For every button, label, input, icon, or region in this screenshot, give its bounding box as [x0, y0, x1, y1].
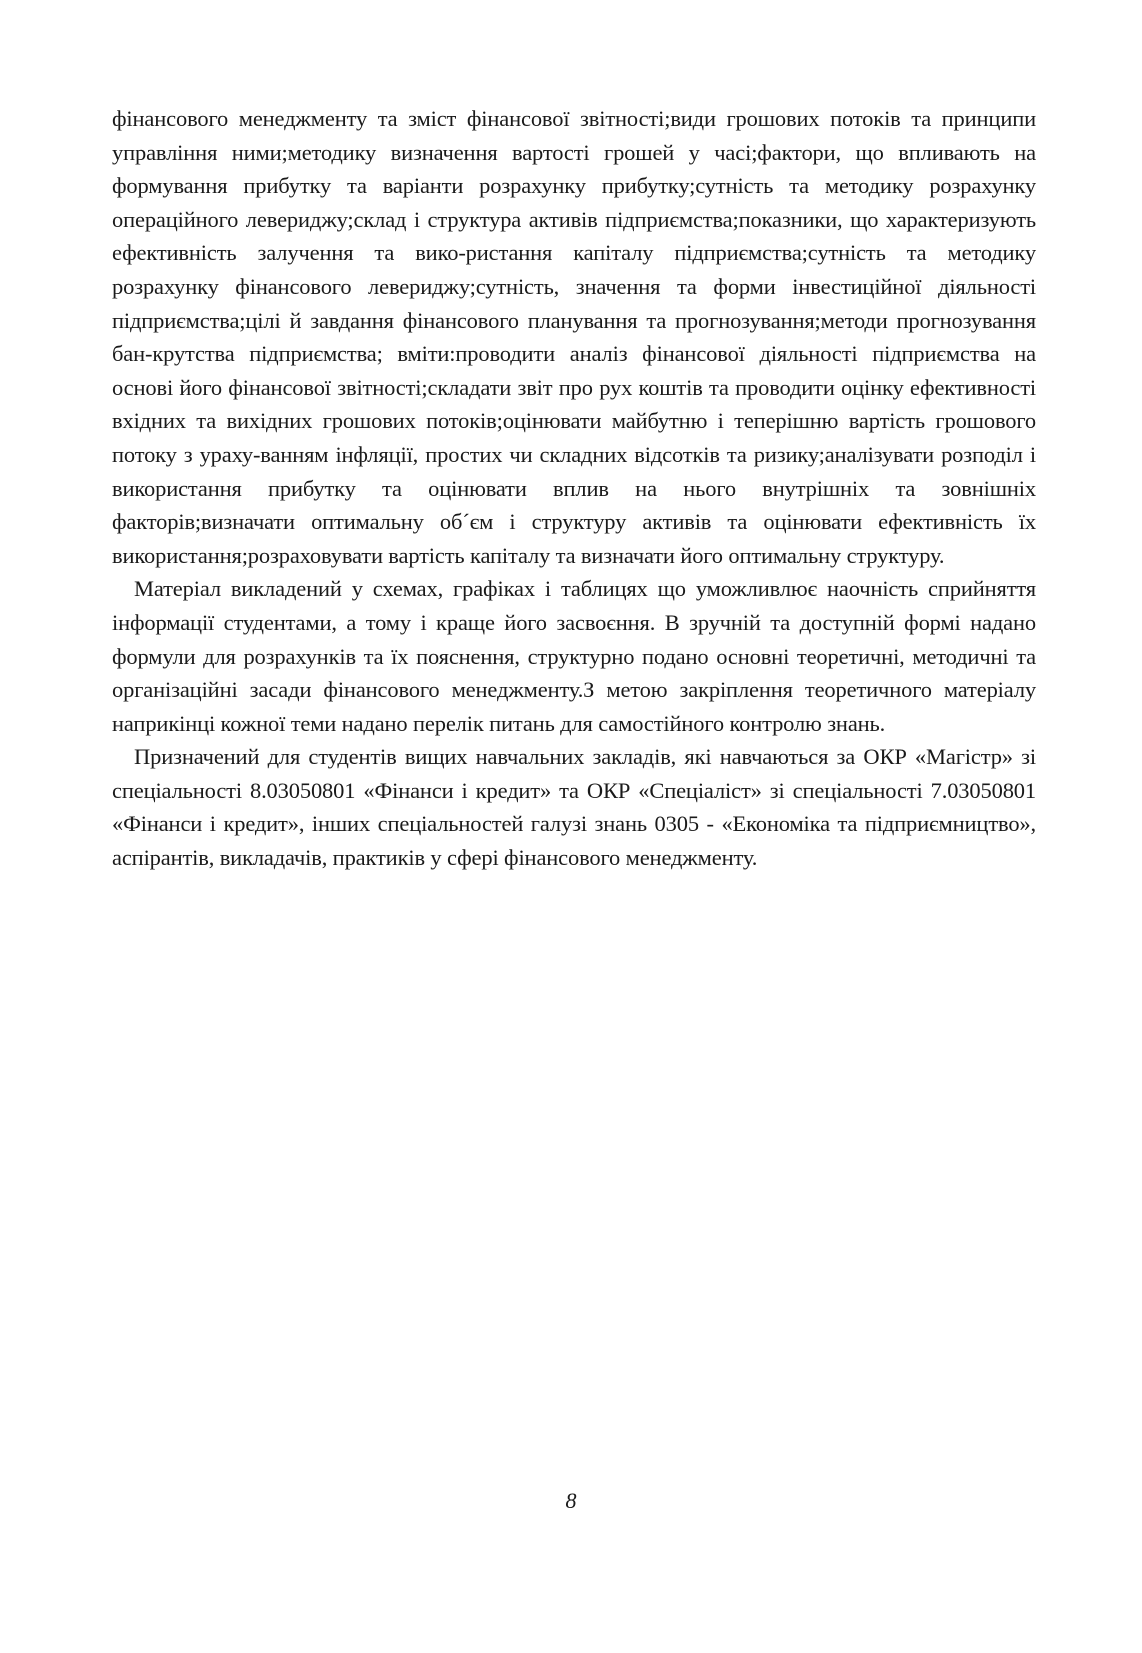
body-text [112, 102, 1036, 875]
paragraph-material-description: Матеріал викладений у схемах, графіках і таблицях що уможливлює наочність сприйняття інформації студентами, а тому і краще його засвоєння. В зручній та доступній формі надано формули для розрахунків та їх пояснення, структурно подано основні теоретичні, методичні та організаційні засади фінансового менеджменту.З метою закріплення теоретичного матеріалу наприкінці кожної теми надано перелік питань для самостійного контролю знань. [112, 576, 1036, 736]
paragraph-target-audience: Призначений для студентів вищих навчальних закладів, які навчаються за ОКР «Магістр» зі спеціальності 8.03050801 «Фінанси і кредит» та ОКР «Спеціаліст» зі спеціальності 7.03050801 «Фінанси і кредит», інших спеціальностей галузі знань 0305 - «Економіка та підприємництво», аспірантів, викладачів, практиків у сфері фінансового менеджменту. [112, 744, 1036, 871]
paragraph-course-outcomes: фінансового менеджменту та зміст фінансової звітності;види грошових потоків та принципи управління ними;методику визначення вартості грошей у часі;фактори, що впливають на формування прибутку та варіанти розрахунку прибутку;сутність та методику розрахунку операційного левериджу;склад і структура активів підприємства;показники, що характеризують ефективність залучення та вико-ристання капіталу підприємства;сутність та методику розрахунку фінансового левериджу;сутність, значення та форми інвестиційної діяльності підприємства;цілі й завдання фінансового планування та прогнозування;методи прогнозування бан-крутства підприємства; вміти:проводити аналіз фінансової діяльності підприємства на основі його фінансової звітності;складати звіт про рух коштів та проводити оцінку ефективності вхідних та вихідних грошових потоків;оцінювати майбутню і теперішню вартість грошового потоку з ураху-ванням інфляції, простих чи складних відсотків та ризику;аналізувати розподіл і використання прибутку та оцінювати вплив на нього внутрішніх та зовнішніх факторів;визначати оптимальну об´єм і структуру активів та оцінювати ефективність їх використання;розраховувати вартість капіталу та визначати його оптимальну структуру. [112, 106, 1036, 568]
page-number: 8 [565, 1488, 577, 1513]
